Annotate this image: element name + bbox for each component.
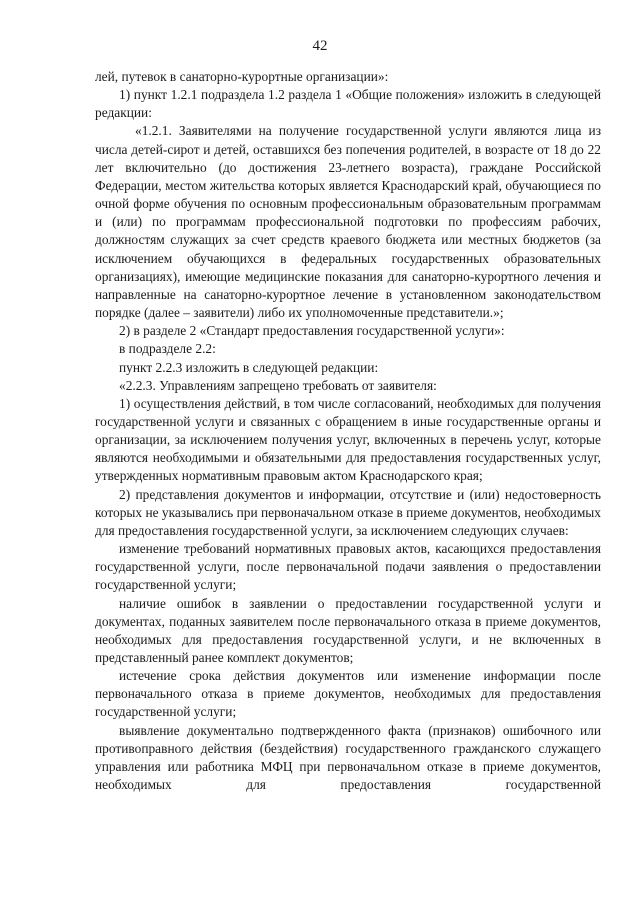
paragraph: в подразделе 2.2: xyxy=(119,341,216,357)
paragraph: 1) осуществления действий, в том числе согласований, необходимых для получения государственной услуги и связанных с обращением в иные государственные органы и организации, за исключением получения услуг, включенных в перечень услуг, которые являются необходимыми и обязательными для предоставления государственных услуг, утвержденных нормативным правовым актом Краснодарского края; xyxy=(95,395,601,484)
paragraph: «2.2.3. Управлениям запрещено требовать от заявителя: xyxy=(119,377,437,393)
paragraph: пункт 2.2.3 изложить в следующей редакции: xyxy=(119,359,379,375)
paragraph: 2) представления документов и информации, отсутствие и (или) недостоверность которых не указывались при первоначальном отказе в приеме документов, необходимых для предоставления государственной услуги, за исключением следующих случаев: xyxy=(95,486,601,538)
paragraph: наличие ошибок в заявлении о предоставлении государственной услуги и документах, поданных заявителем после первоначального отказа в приеме документов, необходимых для предоставления государственной услуги, и не включенных в представленный ранее комплект документов; xyxy=(95,595,601,665)
document-body xyxy=(95,68,601,794)
paragraph: 2) в разделе 2 «Стандарт предоставления государственной услуги»: xyxy=(119,323,505,339)
paragraph: выявление документально подтвержденного факта (признаков) ошибочного или противоправного действия (бездействия) государственного гражданского служащего управления или работника МФЦ при первоначальном отказе в приеме документов, необходимых для предоставления государственной xyxy=(95,722,601,793)
paragraph: истечение срока действия документов или изменение информации после первоначального отказа в приеме документов, необходимых для предоставления государственной услуги; xyxy=(95,668,601,720)
paragraph: «1.2.1. Заявителями на получение государственной услуги являются лица из числа детей-сирот и детей, оставшихся без попечения родителей, в возрасте от 18 до 22 лет включительно (до достижения 23-летнего возраста), граждане Российской Федерации, местом жительства которых является Краснодарский край, обучающиеся по очной форме обучения по основным профессиональным образовательным программам и (или) по программам профессиональной подготовки по профессиям рабочих, должностям служащих за счет средств краевого бюджета или местных бюджетов (за исключением обучающихся в федеральных государственных образовательных организациях), имеющие медицинские показания для санаторно-курортного лечения и направленные на санаторно-курортное лечение в установленном законодательством порядке (далее – заявители) либо их уполномоченные представители.»; xyxy=(95,123,601,321)
paragraph: лей, путевок в санаторно-курортные организации»: xyxy=(95,69,389,84)
paragraph: изменение требований нормативных правовых актов, касающихся предоставления государственной услуги, после первоначальной подачи заявления о предоставлении государственной услуги; xyxy=(95,541,601,593)
page-number: 42 xyxy=(312,38,328,54)
paragraph: 1) пункт 1.2.1 подраздела 1.2 раздела 1 «Общие положения» изложить в следующей редакции: xyxy=(95,87,601,121)
